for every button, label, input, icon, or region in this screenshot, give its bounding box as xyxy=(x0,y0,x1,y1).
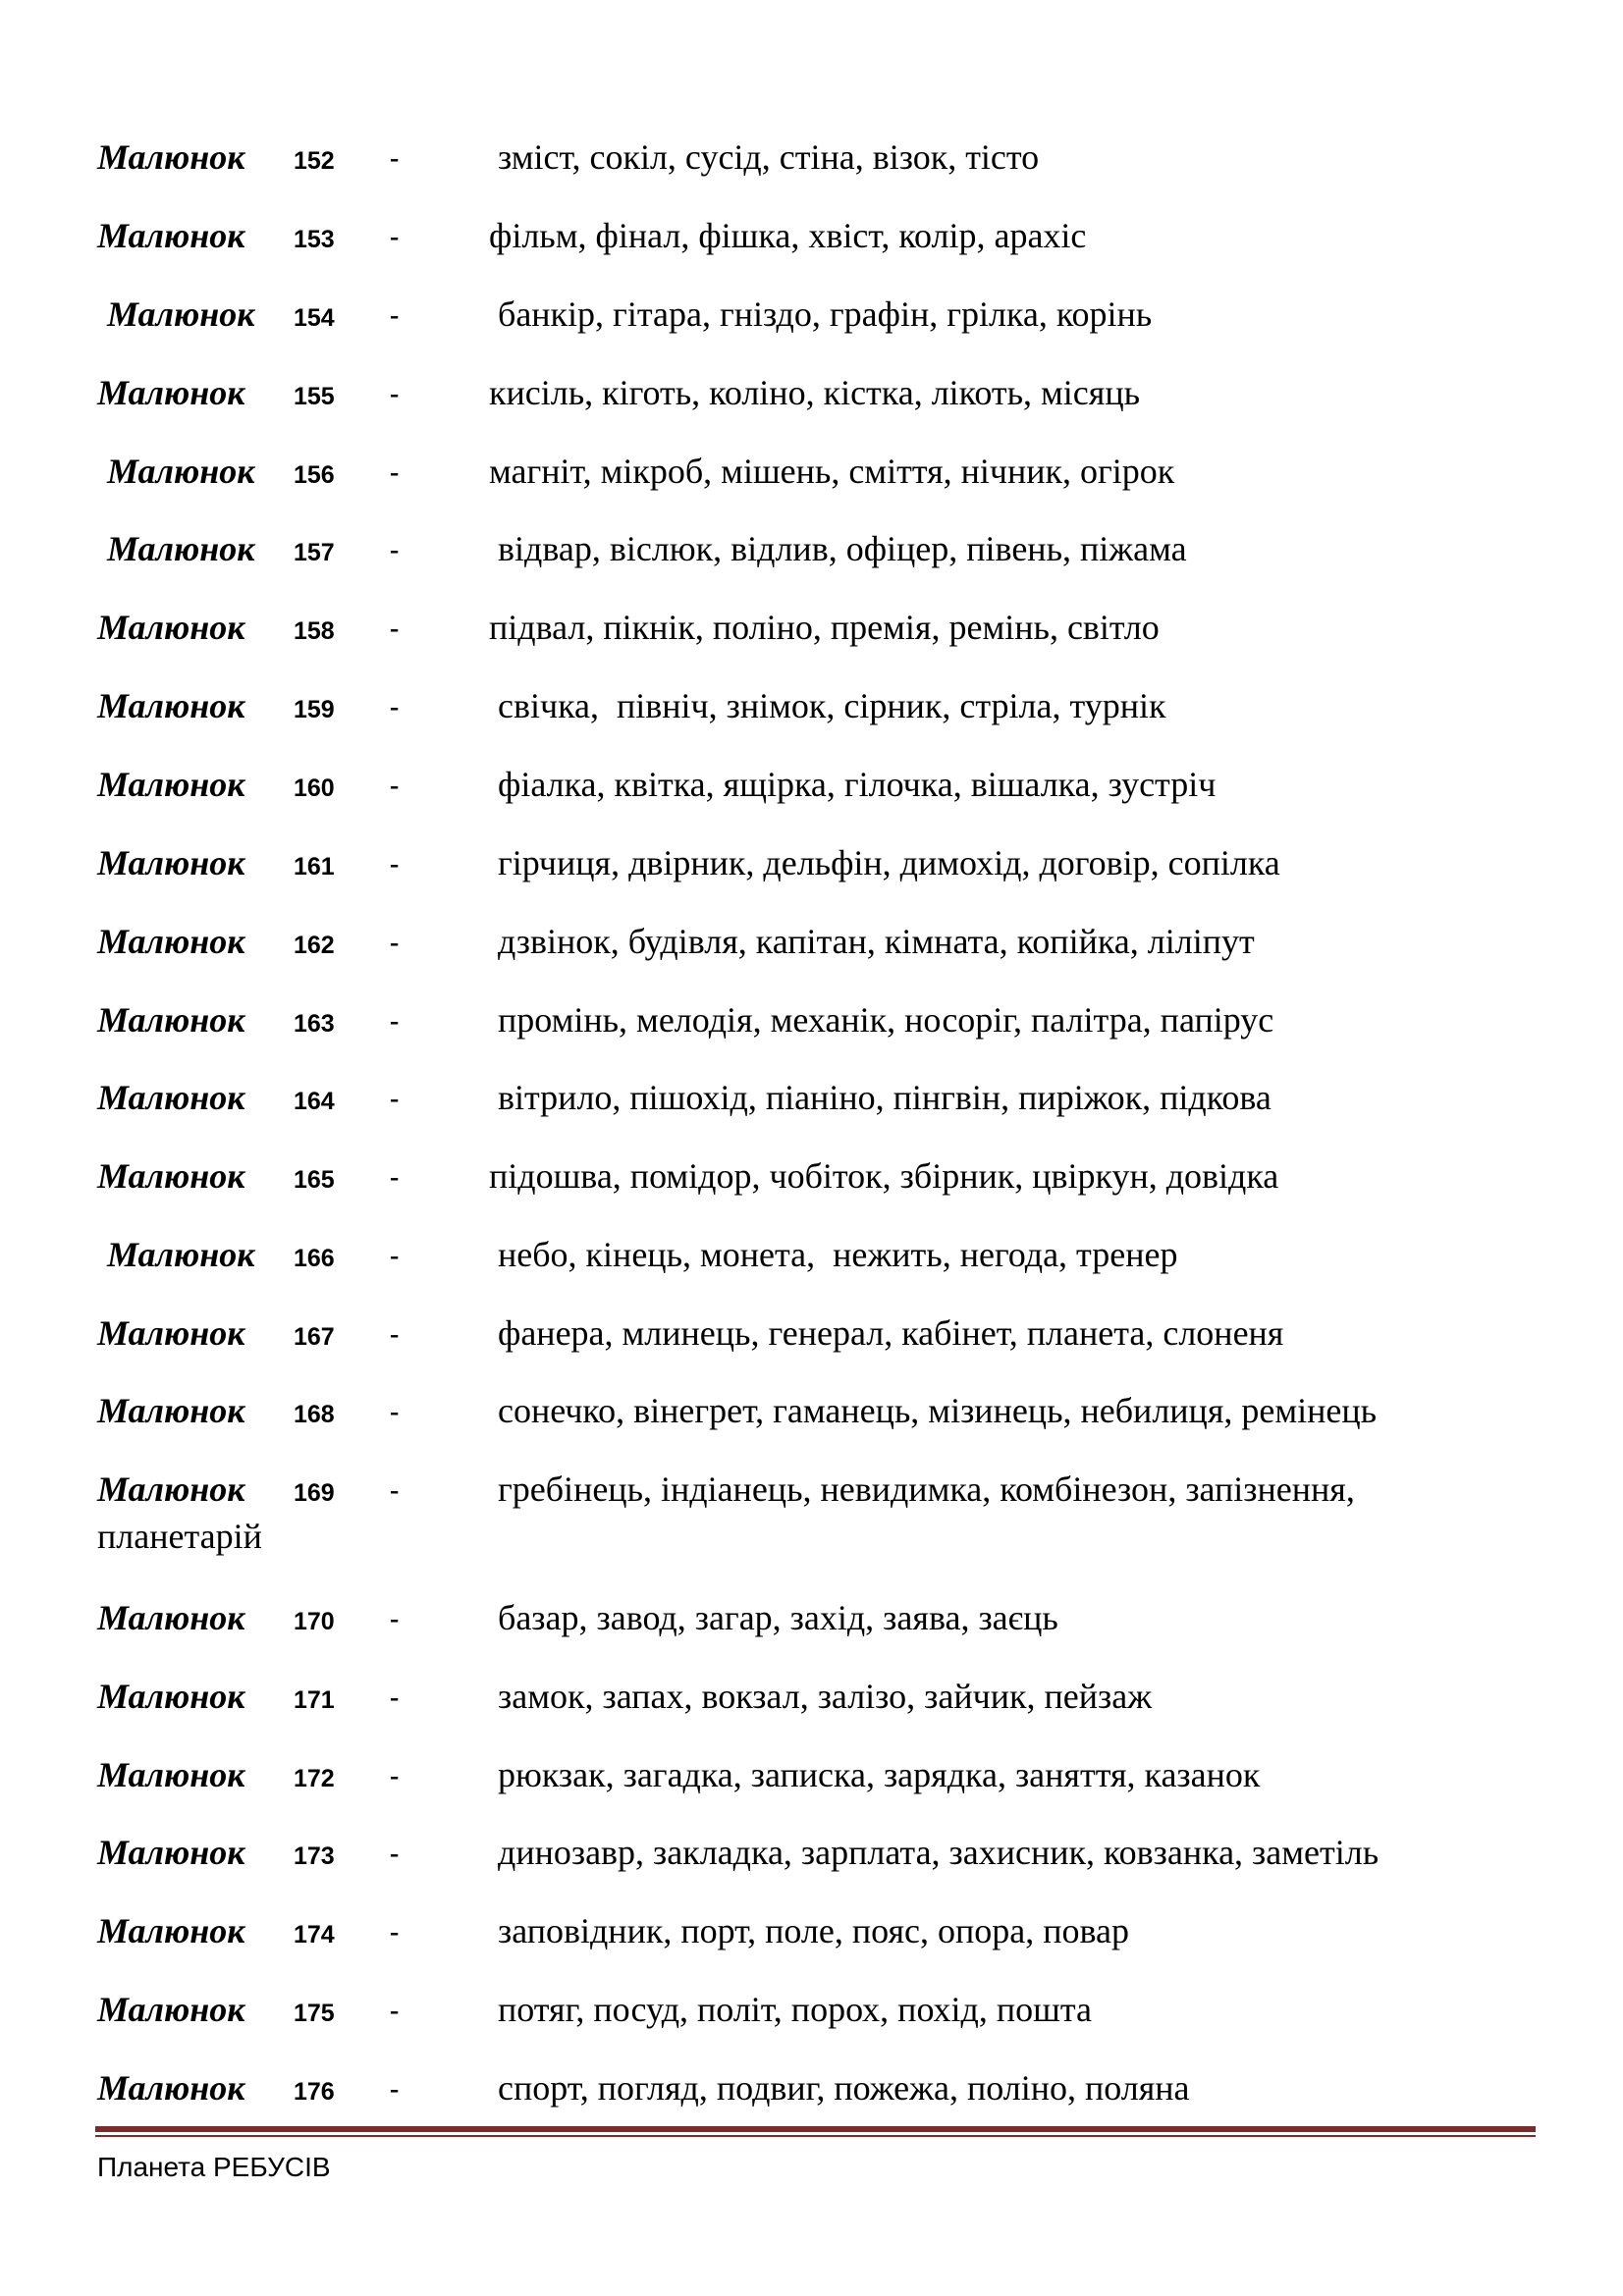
entry-dash: - xyxy=(390,1006,400,1037)
entry-number: 163 xyxy=(294,1010,335,1038)
entry-words: підвал, пікнік, поліно, премія, ремінь, світло xyxy=(489,608,1160,647)
entry-dash: - xyxy=(390,535,400,565)
entry-label: Малюнок xyxy=(97,686,245,725)
entry-words: замок, запах, вокзал, залізо, зайчик, пейзаж xyxy=(498,1677,1153,1716)
entry-dash: - xyxy=(390,143,400,174)
entry-label: Малюнок xyxy=(97,608,245,647)
entry-label: Малюнок xyxy=(97,1156,245,1196)
entry-words: фанера, млинець, генерал, кабінет, планета, слоненя xyxy=(498,1313,1284,1353)
entry-words: магніт, мікроб, мішень, сміття, нічник, огірок xyxy=(489,452,1175,491)
list-item xyxy=(0,293,1623,351)
entry-label: Малюнок xyxy=(97,1911,245,1950)
entry-words-continuation: планетарій xyxy=(97,1517,262,1556)
list-item xyxy=(0,1596,1623,1655)
list-item xyxy=(0,1909,1623,1968)
list-item xyxy=(0,371,1623,430)
entry-label: Малюнок xyxy=(97,843,245,882)
list-item xyxy=(0,684,1623,743)
list-item xyxy=(0,2066,1623,2125)
entry-number: 173 xyxy=(294,1842,335,1870)
entry-number: 174 xyxy=(294,1921,335,1949)
entry-label: Малюнок xyxy=(97,1469,245,1509)
list-item xyxy=(0,1389,1623,1448)
footer-divider-thin xyxy=(95,2135,1536,2137)
entry-number: 162 xyxy=(294,932,335,959)
entry-dash: - xyxy=(390,771,400,801)
entry-label: Малюнок xyxy=(107,294,255,334)
entry-dash: - xyxy=(390,300,400,331)
list-item xyxy=(0,450,1623,508)
entry-words: потяг, посуд, політ, порох, похід, пошта xyxy=(498,1990,1093,2029)
list-item xyxy=(0,1675,1623,1734)
entry-dash: - xyxy=(390,1319,400,1350)
entry-number: 156 xyxy=(294,461,335,489)
entry-number: 167 xyxy=(294,1323,335,1351)
entry-dash: - xyxy=(390,614,400,644)
entry-label: Малюнок xyxy=(97,2068,245,2108)
entry-label: Малюнок xyxy=(97,1677,245,1716)
entry-number: 171 xyxy=(294,1686,335,1714)
entry-label: Малюнок xyxy=(97,373,245,412)
entry-number: 155 xyxy=(294,383,335,410)
list-item xyxy=(0,763,1623,822)
list-item xyxy=(0,1831,1623,1890)
list-item xyxy=(0,606,1623,665)
entry-number: 161 xyxy=(294,853,335,881)
entry-words: свічка, північ, знімок, сірник, стріла, турнік xyxy=(498,686,1166,725)
list-item xyxy=(0,527,1623,586)
list-item xyxy=(0,841,1623,900)
entry-label: Малюнок xyxy=(97,1990,245,2029)
entry-words: відвар, віслюк, відлив, офіцер, півень, піжама xyxy=(498,529,1187,568)
entry-words: заповідник, порт, поле, пояс, опора, повар xyxy=(498,1911,1130,1950)
entry-number: 175 xyxy=(294,2000,335,2027)
entry-dash: - xyxy=(390,1604,400,1634)
entry-label: Малюнок xyxy=(107,529,255,568)
entry-dash: - xyxy=(390,1996,400,2026)
entry-number: 164 xyxy=(294,1088,335,1115)
list-item xyxy=(0,998,1623,1057)
entry-label: Малюнок xyxy=(97,922,245,961)
list-item xyxy=(0,1076,1623,1135)
list-item xyxy=(0,1468,1623,1575)
entry-number: 152 xyxy=(294,147,335,175)
entry-label: Малюнок xyxy=(97,1078,245,1117)
entry-words: кисіль, кіготь, коліно, кістка, лікоть, місяць xyxy=(489,373,1141,412)
entry-words: підошва, помідор, чобіток, збірник, цвіркун, довідка xyxy=(489,1156,1279,1196)
entry-label: Малюнок xyxy=(97,137,245,177)
entry-words: фіалка, квітка, ящірка, гілочка, вішалка, зустріч xyxy=(498,765,1217,804)
entry-label: Малюнок xyxy=(97,1755,245,1794)
entry-dash: - xyxy=(390,1084,400,1114)
entry-number: 160 xyxy=(294,774,335,802)
list-item xyxy=(0,920,1623,979)
entry-words: зміст, сокіл, сусід, стіна, візок, тісто xyxy=(498,137,1040,177)
entry-number: 170 xyxy=(294,1608,335,1635)
entry-dash: - xyxy=(390,692,400,722)
list-item xyxy=(0,1988,1623,2047)
entry-label: Малюнок xyxy=(97,1313,245,1353)
entry-words: гірчиця, двірник, дельфін, димохід, договір, сопілка xyxy=(498,843,1280,882)
entry-words: небо, кінець, монета, нежить, негода, тренер xyxy=(498,1235,1178,1274)
entry-dash: - xyxy=(390,1682,400,1713)
entry-dash: - xyxy=(390,1839,400,1869)
entry-number: 154 xyxy=(294,304,335,332)
entry-number: 168 xyxy=(294,1401,335,1428)
list-item xyxy=(0,135,1623,194)
list-item xyxy=(0,214,1623,273)
footer-text: Планета РЕБУСІВ xyxy=(97,2152,331,2182)
entry-label: Малюнок xyxy=(107,452,255,491)
entry-number: 158 xyxy=(294,617,335,645)
list-item xyxy=(0,1154,1623,1213)
entry-label: Малюнок xyxy=(97,1598,245,1637)
entry-words: сонечко, вінегрет, гаманець, мізинець, небилиця, ремінець xyxy=(498,1391,1378,1430)
entry-words: гребінець, індіанець, невидимка, комбінезон, запізнення, xyxy=(498,1469,1355,1509)
entry-label: Малюнок xyxy=(97,765,245,804)
entry-words: дзвінок, будівля, капітан, кімната, копійка, ліліпут xyxy=(498,922,1255,961)
entry-dash: - xyxy=(390,1761,400,1791)
entry-dash: - xyxy=(390,2074,400,2105)
entry-dash: - xyxy=(390,1162,400,1193)
entry-label: Малюнок xyxy=(97,216,245,255)
entry-number: 157 xyxy=(294,539,335,566)
entry-label: Малюнок xyxy=(97,1000,245,1040)
entry-dash: - xyxy=(390,1397,400,1427)
entry-dash: - xyxy=(390,928,400,958)
entry-number: 172 xyxy=(294,1765,335,1792)
entry-words: спорт, погляд, подвиг, пожежа, поліно, поляна xyxy=(498,2068,1190,2108)
entry-label: Малюнок xyxy=(97,1833,245,1872)
entry-words: рюкзак, загадка, записка, зарядка, заняття, казанок xyxy=(498,1755,1261,1794)
entry-dash: - xyxy=(390,222,400,252)
entry-dash: - xyxy=(390,1475,400,1506)
entry-dash: - xyxy=(390,1917,400,1948)
list-item xyxy=(0,1233,1623,1292)
entry-number: 159 xyxy=(294,696,335,723)
entry-number: 153 xyxy=(294,226,335,253)
entry-words: фільм, фінал, фішка, хвіст, колір, арахіс xyxy=(489,216,1087,255)
entry-words: динозавр, закладка, зарплата, захисник, ковзанка, заметіль xyxy=(498,1833,1380,1872)
entry-number: 165 xyxy=(294,1166,335,1194)
entry-dash: - xyxy=(390,1241,400,1271)
entry-number: 169 xyxy=(294,1479,335,1507)
entry-words: базар, завод, загар, захід, заява, заєць xyxy=(498,1598,1058,1637)
entry-dash: - xyxy=(390,379,400,409)
entry-dash: - xyxy=(390,457,400,488)
entry-words: банкір, гітара, гніздо, графін, грілка, корінь xyxy=(498,294,1153,334)
entry-words: промінь, мелодія, механік, носоріг, палітра, папірус xyxy=(498,1000,1274,1040)
entry-label: Малюнок xyxy=(97,1391,245,1430)
footer-divider xyxy=(95,2126,1536,2132)
entry-number: 176 xyxy=(294,2078,335,2106)
entry-words: вітрило, пішохід, піаніно, пінгвін, пиріжок, підкова xyxy=(498,1078,1271,1117)
entry-label: Малюнок xyxy=(107,1235,255,1274)
entry-dash: - xyxy=(390,849,400,880)
list-item xyxy=(0,1753,1623,1812)
list-item xyxy=(0,1311,1623,1370)
entry-number: 166 xyxy=(294,1245,335,1272)
